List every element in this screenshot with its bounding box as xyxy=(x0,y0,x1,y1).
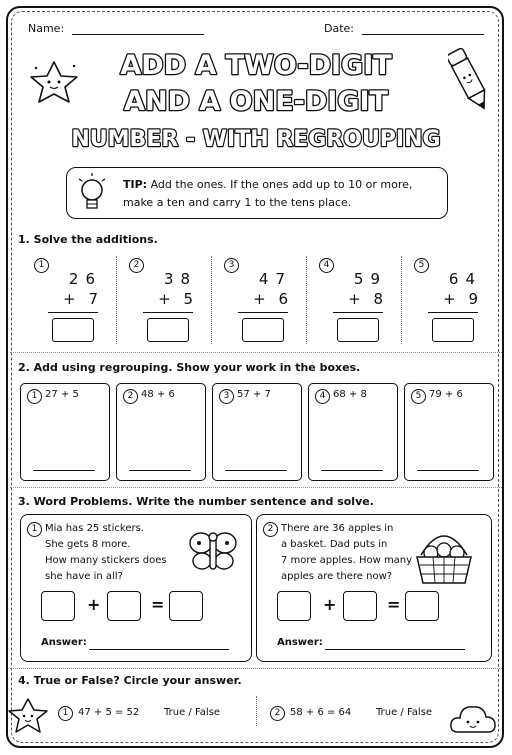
word-problem-2 xyxy=(256,514,492,662)
bottom-addend: + 7 xyxy=(63,290,102,308)
problem-number: 1 xyxy=(27,389,42,404)
lightbulb-icon xyxy=(75,170,109,216)
tip-text xyxy=(123,176,412,212)
addition-problem xyxy=(125,256,197,346)
answer-line[interactable] xyxy=(225,470,287,471)
column-divider xyxy=(306,256,307,344)
section-4-heading: 4. True or False? Circle your answer. xyxy=(18,674,242,687)
text-line: How many stickers does xyxy=(45,555,167,566)
problem-number: 1 xyxy=(27,522,42,537)
text-line: 7 more apples. How many xyxy=(281,555,413,566)
date-field[interactable] xyxy=(324,22,484,35)
answer-line[interactable] xyxy=(325,649,465,650)
problem-number: 5 xyxy=(411,389,426,404)
sum-box[interactable] xyxy=(405,591,439,621)
butterfly-icon xyxy=(187,527,239,575)
sum-line xyxy=(428,312,478,313)
bottom-addend: + 8 xyxy=(348,290,387,308)
bottom-addend: + 6 xyxy=(253,290,292,308)
column-divider xyxy=(401,256,402,344)
word-problem-1 xyxy=(20,514,252,662)
name-field[interactable] xyxy=(28,22,204,35)
answer-line[interactable] xyxy=(89,649,229,650)
title-line-2: AND A ONE-DIGIT xyxy=(124,86,388,117)
text-line: apples are there now? xyxy=(281,571,393,582)
problem-number: 5 xyxy=(414,258,429,273)
problem-number: 2 xyxy=(123,389,138,404)
title-line-3: NUMBER - WITH REGROUPING xyxy=(71,127,441,152)
sum-box[interactable] xyxy=(169,591,203,621)
problem-number: 2 xyxy=(129,258,144,273)
bottom-addend: + 9 xyxy=(443,290,482,308)
star-icon xyxy=(26,58,82,106)
plus-sign: + xyxy=(323,595,337,614)
addend-box-2[interactable] xyxy=(107,591,141,621)
apple-basket-icon xyxy=(411,523,477,589)
equals-sign: = xyxy=(387,595,401,614)
problem-number: 4 xyxy=(315,389,330,404)
sum-line xyxy=(238,312,288,313)
problem-expression: 57 + 7 xyxy=(237,389,271,400)
work-box[interactable] xyxy=(212,383,302,481)
section-1-heading: 1. Solve the additions. xyxy=(18,233,158,246)
divider xyxy=(10,352,502,353)
section-2-heading: 2. Add using regrouping. Show your work in the boxes. xyxy=(18,361,361,374)
top-number: 64 xyxy=(448,270,482,288)
pencil-icon xyxy=(448,42,490,118)
answer-box[interactable] xyxy=(242,318,284,342)
divider xyxy=(256,696,257,726)
tip-box xyxy=(66,167,448,219)
star-icon xyxy=(6,696,52,738)
addition-problem xyxy=(315,256,387,346)
bottom-addend: + 5 xyxy=(158,290,197,308)
work-box[interactable] xyxy=(20,383,110,481)
tf-statement-2: 58 + 6 = 64 xyxy=(290,707,352,718)
title-line-1: ADD A TWO-DIGIT xyxy=(120,50,392,81)
problem-number: 3 xyxy=(219,389,234,404)
answer-label: Answer: xyxy=(277,637,323,648)
date-line[interactable] xyxy=(362,22,484,35)
divider xyxy=(10,668,502,669)
word-problem-text xyxy=(45,521,167,585)
problem-expression: 79 + 6 xyxy=(429,389,463,400)
true-false-choice-2[interactable]: True / False xyxy=(376,707,433,718)
word-problem-text xyxy=(281,521,412,585)
addition-problem xyxy=(30,256,102,346)
item-number: 1 xyxy=(58,706,73,721)
text-line: There are 36 apples in xyxy=(281,523,394,534)
addition-problem xyxy=(410,256,482,346)
column-divider xyxy=(211,256,212,344)
sum-line xyxy=(48,312,98,313)
text-line: She gets 8 more. xyxy=(45,539,131,550)
tip-label: TIP: xyxy=(123,178,148,191)
sum-line xyxy=(143,312,193,313)
answer-line[interactable] xyxy=(417,470,479,471)
problem-expression: 68 + 8 xyxy=(333,389,367,400)
answer-box[interactable] xyxy=(147,318,189,342)
column-divider xyxy=(116,256,117,344)
text-line: Mia has 25 stickers. xyxy=(45,523,144,534)
cloud-icon xyxy=(448,698,498,738)
name-label: Name: xyxy=(28,22,65,35)
divider xyxy=(10,487,502,488)
answer-line[interactable] xyxy=(129,470,191,471)
date-label: Date: xyxy=(324,22,354,35)
plus-sign: + xyxy=(87,595,101,614)
addend-box-2[interactable] xyxy=(343,591,377,621)
problem-expression: 27 + 5 xyxy=(45,389,79,400)
equals-sign: = xyxy=(151,595,165,614)
answer-box[interactable] xyxy=(432,318,474,342)
true-false-choice-1[interactable]: True / False xyxy=(164,707,221,718)
top-number: 47 xyxy=(258,270,292,288)
text-line: she have in all? xyxy=(45,571,123,582)
problem-number: 3 xyxy=(224,258,239,273)
section-3-heading: 3. Word Problems. Write the number sentence and solve. xyxy=(18,495,374,508)
tip-line-2: make a ten and carry 1 to the tens place. xyxy=(123,196,352,209)
tip-line-1: Add the ones. If the ones add up to 10 or more, xyxy=(150,178,413,191)
item-number: 2 xyxy=(270,706,285,721)
problem-number: 1 xyxy=(34,258,49,273)
problem-number: 2 xyxy=(263,522,278,537)
work-box[interactable] xyxy=(404,383,494,481)
addition-problem xyxy=(220,256,292,346)
answer-label: Answer: xyxy=(41,637,87,648)
top-number: 59 xyxy=(353,270,387,288)
answer-line[interactable] xyxy=(321,470,383,471)
problem-expression: 48 + 6 xyxy=(141,389,175,400)
problem-number: 4 xyxy=(319,258,334,273)
answer-box[interactable] xyxy=(52,318,94,342)
top-number: 38 xyxy=(163,270,197,288)
work-box[interactable] xyxy=(116,383,206,481)
tf-statement-1: 47 + 5 = 52 xyxy=(78,707,140,718)
answer-line[interactable] xyxy=(33,470,95,471)
addend-box-1[interactable] xyxy=(277,591,311,621)
sum-line xyxy=(333,312,383,313)
addend-box-1[interactable] xyxy=(41,591,75,621)
work-box[interactable] xyxy=(308,383,398,481)
top-number: 26 xyxy=(68,270,102,288)
answer-box[interactable] xyxy=(337,318,379,342)
text-line: a basket. Dad puts in xyxy=(281,539,388,550)
name-line[interactable] xyxy=(72,22,204,35)
